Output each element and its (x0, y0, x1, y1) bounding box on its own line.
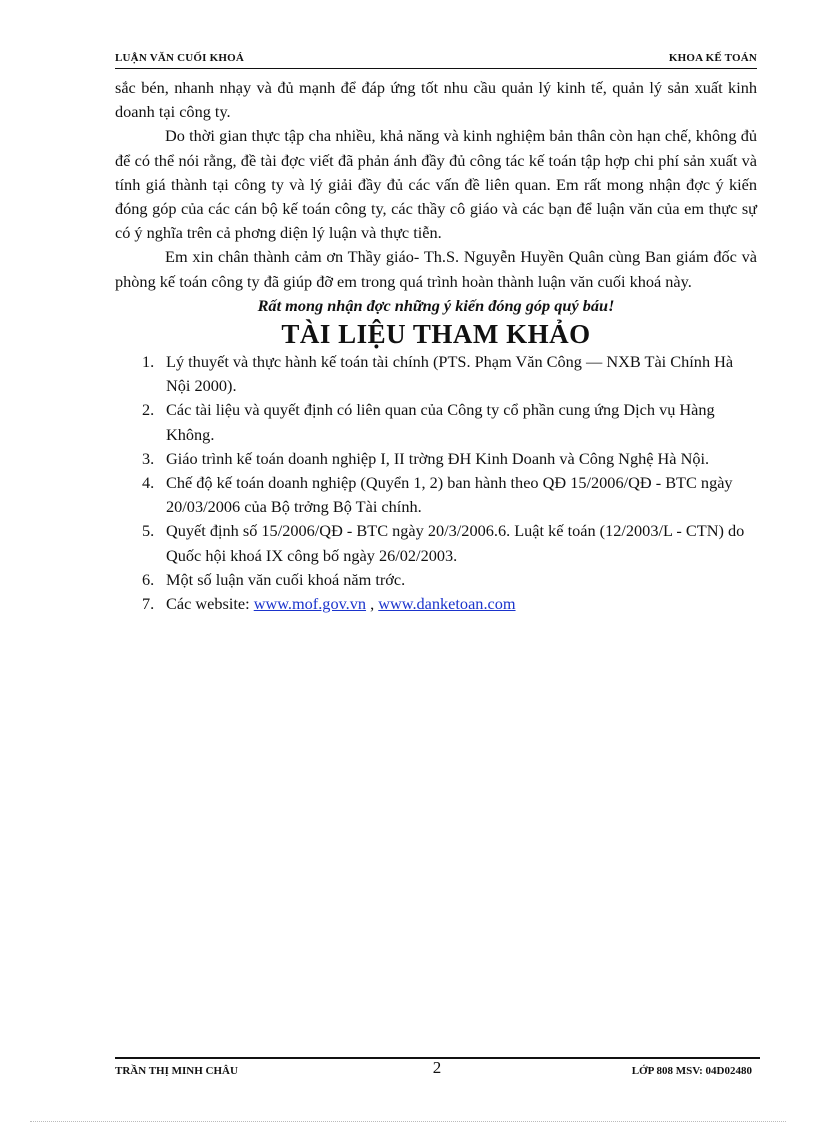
paragraph-3: Em xin chân thành cảm ơn Thầy giáo- Th.S. Nguyễn Huyền Quân cùng Ban giám đốc và phòng kế toán công ty đã giúp đỡ em trong quá trình hoàn thành luận văn cuối khoá này. (115, 247, 757, 291)
danketoan-website-link[interactable]: www.danketoan.com (378, 594, 516, 614)
reference-item (142, 568, 757, 592)
closing-line: Rất mong nhận đợc những ý kiến đóng góp quý báu! (257, 295, 615, 315)
reference-text: Quyết định số 15/2006/QĐ - BTC ngày 20/3/2006.6. Luật kế toán (12/2003/L - CTN) do Quốc hội khoá IX công bố ngày 26/02/2003. (166, 521, 745, 565)
header-right-title: KHOA KẾ TOÁN (668, 52, 757, 64)
page-content (115, 76, 757, 616)
reference-item (142, 519, 757, 567)
reference-number: 2. (142, 400, 155, 420)
references-title: TÀI LIỆU THAM KHẢO (281, 319, 591, 350)
reference-text: Lý thuyết và thực hành kế toán tài chính (PTS. Phạm Văn Công — NXB Tài Chính Hà Nội 2000). (166, 352, 734, 396)
reference-number: 6. (142, 569, 155, 589)
reference-number: 4. (142, 473, 155, 493)
page-number: 2 (432, 1058, 442, 1077)
reference-text: Chế độ kế toán doanh nghiệp (Quyển 1, 2) ban hành theo QĐ 15/2006/QĐ - BTC ngày 20/03/2006 của Bộ trởng Bộ Tài chính. (166, 473, 733, 517)
paragraph-1: sắc bén, nhanh nhạy và đủ mạnh để đáp ứng tốt nhu cầu quản lý kinh tế, quản lý sản xuất kinh doanh tại công ty. (115, 78, 757, 122)
reference-number: 3. (142, 448, 155, 468)
page-bottom-dotted-edge (30, 1121, 786, 1122)
reference-item (142, 471, 757, 519)
link-separator: , (366, 594, 379, 614)
reference-text: Một số luận văn cuối khoá năm trớc. (166, 569, 406, 589)
page-header (115, 52, 757, 69)
reference-text: Các tài liệu và quyết định có liên quan của Công ty cổ phần cung ứng Dịch vụ Hàng Không. (166, 400, 715, 444)
header-left-title: LUẬN VĂN CUỐI KHOÁ (115, 52, 244, 64)
websites-prefix: Các website: (166, 594, 254, 614)
footer-class-id: LỚP 808 MSV: 04D02480 (631, 1065, 752, 1076)
references-list (115, 350, 757, 616)
paragraph-2: Do thời gian thực tập cha nhiều, khả năng và kinh nghiệm bản thân còn hạn chế, không đủ để có thể nói rằng, đề tài đợc viết đã phản ánh đầy đủ công tác kế toán tập hợp chi phí sản xuất và tính giá thành tại công ty và lý giải đầy đủ các vấn đề liên quan. Em rất mong nhận đợc ý kiến đóng góp của các cán bộ kế toán công ty, các thầy cô giáo và các bạn để luận văn của em thực sự có ý nghĩa trên cả phơng diện lý luận và thực tiễn. (115, 126, 757, 243)
reference-item (142, 350, 757, 398)
reference-item-websites (142, 592, 757, 616)
reference-item (142, 398, 757, 446)
footer-author: TRẦN THỊ MINH CHÂU (115, 1065, 238, 1076)
mof-website-link[interactable]: www.mof.gov.vn (253, 594, 367, 614)
reference-text: Giáo trình kế toán doanh nghiệp I, II trờng ĐH Kinh Doanh và Công Nghệ Hà Nội. (166, 448, 710, 468)
reference-number: 7. (142, 594, 155, 614)
reference-number: 1. (142, 352, 155, 372)
reference-item (142, 447, 757, 471)
reference-number: 5. (142, 521, 155, 541)
